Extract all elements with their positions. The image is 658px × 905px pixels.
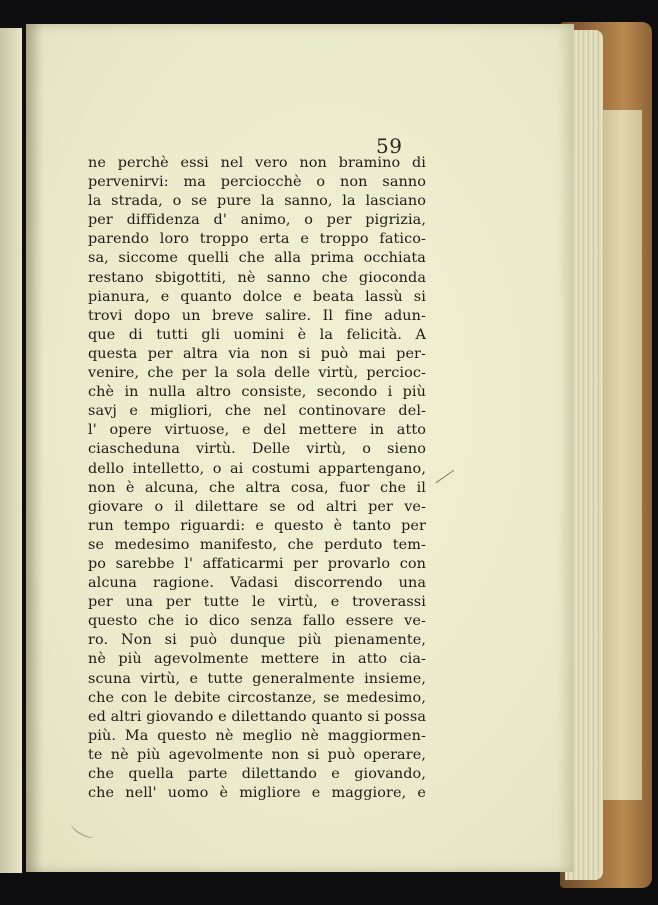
text-line: che nell' uomo è migliore e maggiore, e [88, 785, 426, 802]
text-line: po sarebbe l' affaticarmi per provarlo con [88, 555, 426, 572]
text-line: ed altri giovando e dilettando quanto si possa [88, 708, 426, 725]
text-line: questa per altra via non si può mai per- [88, 345, 426, 362]
text-line: chè in nulla altro consiste, secondo i più [88, 384, 426, 401]
book-page [26, 24, 574, 872]
text-line: sa, siccome quelli che alla prima occhiata [88, 250, 426, 267]
text-line: parendo loro troppo erta e troppo fatico- [88, 231, 426, 248]
text-line: te nè più agevolmente non si può operare, [88, 746, 426, 763]
page-gutter [26, 24, 44, 872]
text-line: pianura, e quanto dolce e beata lassù si [88, 288, 426, 305]
text-line: pervenirvi: ma perciocchè o non sanno [88, 174, 426, 191]
text-line: non è alcuna, che altra cosa, fuor che il [88, 479, 426, 496]
text-line: savj e migliori, che nel continovare del- [88, 403, 426, 420]
text-line: restano sbigottiti, nè sanno che gioconda [88, 269, 426, 286]
text-line: ne perchè essi nel vero non bramino di [88, 155, 426, 171]
facing-page-edge [0, 28, 22, 873]
body-text [88, 154, 426, 803]
text-line: che con le debite circostanze, se medesimo, [88, 689, 426, 706]
text-line: questo che io dico senza fallo essere ve- [88, 613, 426, 630]
cover-endpaper [600, 110, 642, 800]
text-line: nè più agevolmente mettere in atto cia- [88, 651, 426, 668]
text-line: più. Ma questo nè meglio nè maggiormen- [88, 727, 426, 744]
text-line: ro. Non si può dunque più pienamente, [88, 632, 426, 649]
page-smudge [69, 818, 97, 841]
text-line: la strada, o se pure la sanno, la lasciano [88, 193, 426, 210]
text-line: dello intelletto, o ai costumi appartengano, [88, 460, 426, 477]
text-line: scuna virtù, e tutte generalmente insieme, [88, 670, 426, 687]
text-line: ciascheduna virtù. Delle virtù, o sieno [88, 441, 426, 458]
text-line: l' opere virtuose, e del mettere in atto [88, 422, 426, 439]
text-line: che quella parte dilettando e giovando, [88, 766, 426, 782]
text-line: run tempo riguardi: e questo è tanto per [88, 517, 426, 534]
text-line: giovare o il dilettare se od altri per ve- [88, 498, 426, 515]
text-line: alcuna ragione. Vadasi discorrendo una [88, 575, 426, 592]
text-line: per una per tutte le virtù, e troverassi [88, 594, 426, 611]
page-number: 59 [376, 134, 403, 158]
text-line: se medesimo manifesto, che perduto tem- [88, 536, 426, 553]
text-line: trovi dopo un breve salire. Il fine adun- [88, 307, 426, 324]
text-line: venire, che per la sola delle virtù, percioc- [88, 365, 426, 382]
pencil-mark [436, 470, 455, 484]
text-line: per diffidenza d' animo, o per pigrizia, [88, 212, 426, 229]
text-line: que di tutti gli uomini è la felicità. A [88, 326, 426, 343]
